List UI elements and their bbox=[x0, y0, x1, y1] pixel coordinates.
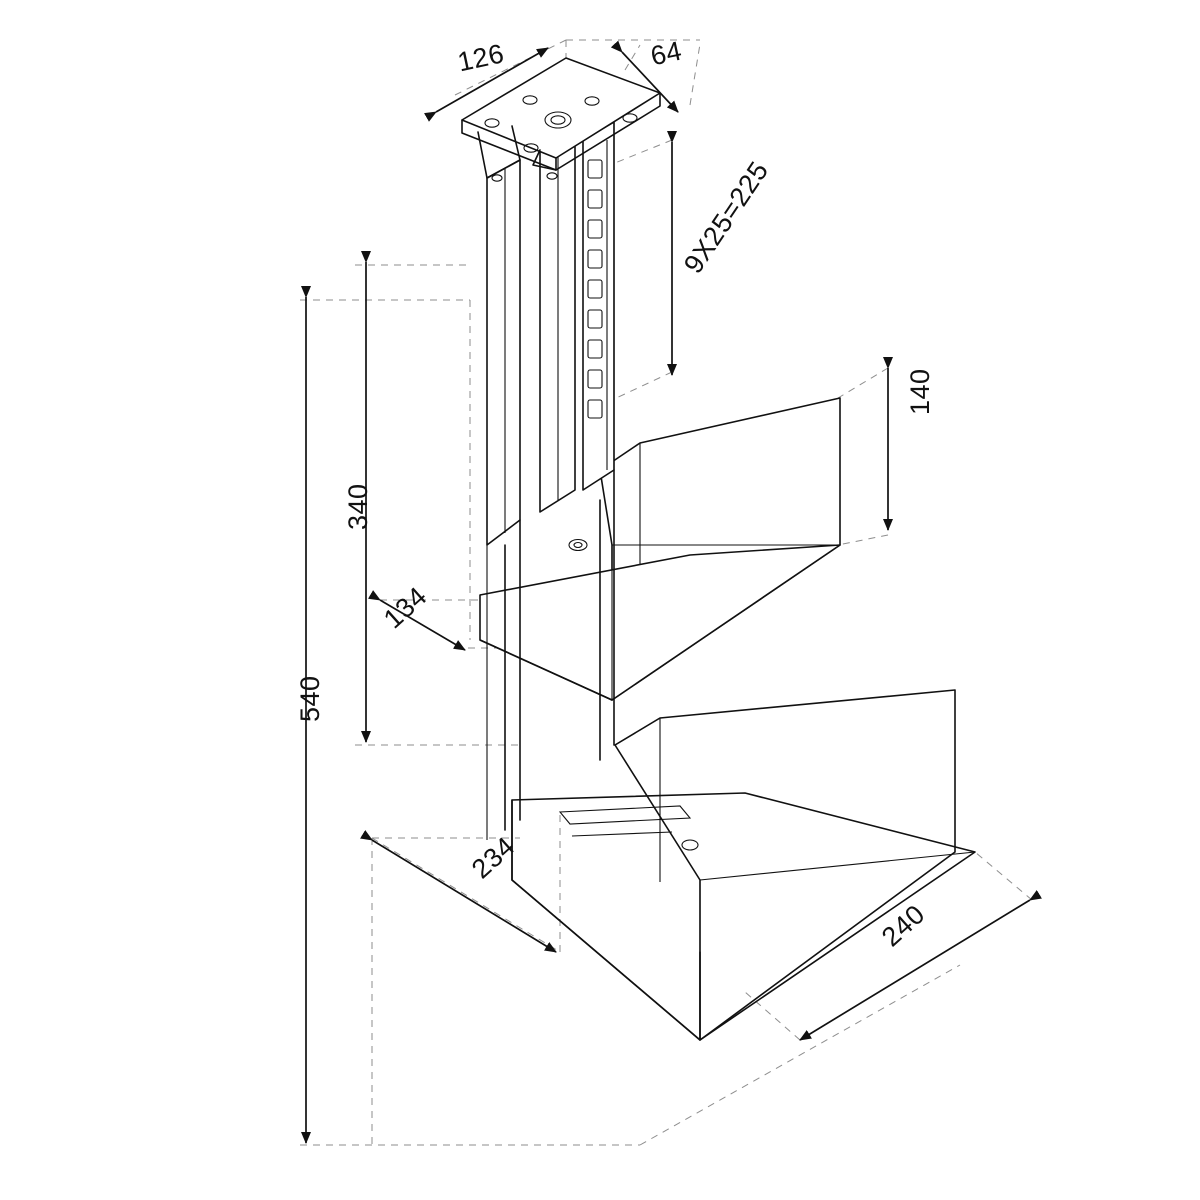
dimension-label-140: 140 bbox=[905, 368, 935, 415]
dimension-label-126: 126 bbox=[455, 38, 507, 78]
dimension-label-234: 234 bbox=[466, 830, 521, 885]
telescopic-column bbox=[487, 122, 614, 840]
dimension-label-134: 134 bbox=[378, 580, 433, 635]
dimension-label-240: 240 bbox=[876, 898, 931, 953]
upper-cradle-assembly bbox=[480, 398, 840, 700]
dimension-label-540: 540 bbox=[295, 675, 325, 722]
dimension-label-64: 64 bbox=[648, 35, 685, 72]
dimension-label-9x25-225: 9X25=225 bbox=[678, 155, 775, 279]
dimension-label-340: 340 bbox=[343, 483, 373, 530]
lower-cradle-assembly bbox=[512, 690, 975, 1040]
